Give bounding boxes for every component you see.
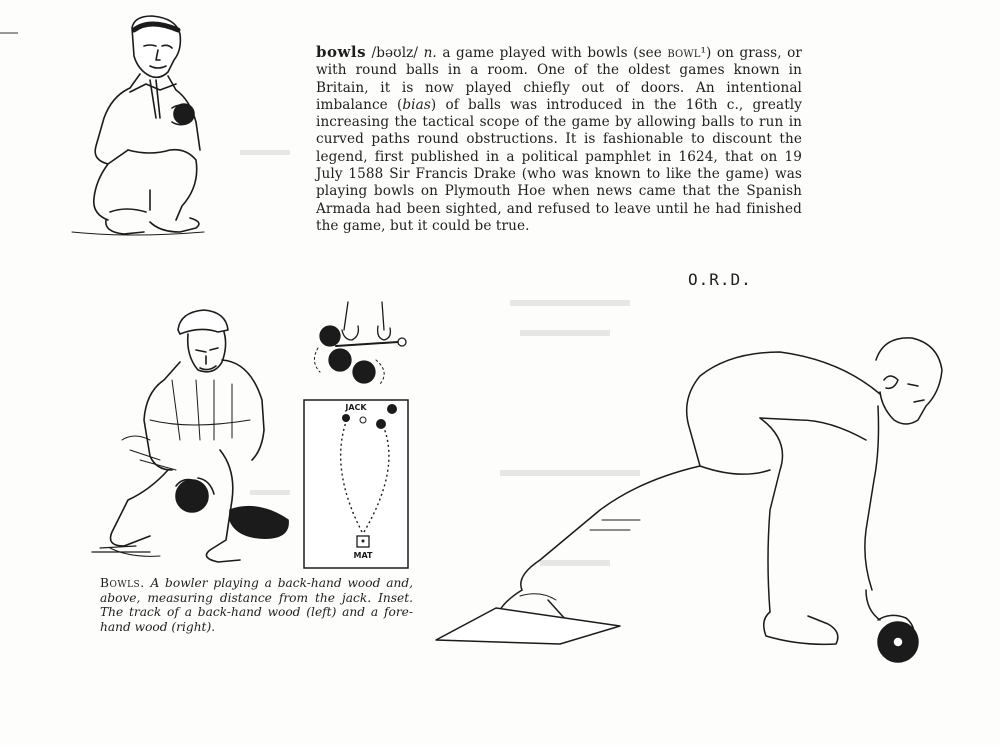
entry-headword: bowls <box>316 43 367 61</box>
entry-text: ) of balls was introduced in the 16th c., greatly increasing the tactical scope of the game by allowing balls to run in curved paths round obstructions. It is fashionable to discount the legend, first published in a political pamphlet in 1624, that on 19 July 1588 Sir Francis Drake (who was known to like the game) was playing bowls on Plymouth Hoe when news came that the Spanish Armada had been sighted, and refused to leave until he had finished the game, but it could be true. <box>316 96 803 234</box>
source-abbreviation: O.R.D. <box>688 270 752 289</box>
inset-bowl <box>387 404 397 414</box>
entry-bias-term: bias <box>402 96 431 113</box>
dictionary-entry <box>316 44 802 235</box>
inset-bowl <box>376 419 386 429</box>
crouching-bowler-illustration <box>72 16 204 235</box>
mat-label: MAT <box>353 551 373 560</box>
fore-hand-bowler-illustration <box>436 338 942 662</box>
caption-text: A bowler playing a back-hand wood and, above, measuring distance from the jack. Inset. The track of a back-hand wood (left) and a fore-hand wood (right). <box>100 576 413 634</box>
track-inset-diagram <box>304 400 408 568</box>
measuring-jack-illustration <box>314 302 406 384</box>
back-hand-bowler-illustration <box>92 310 288 562</box>
entry-text: a game played with bowls (see <box>442 45 668 61</box>
entry-pronunciation: /bəʊlz/ <box>371 45 419 61</box>
entry-part-of-speech: n. <box>423 45 437 61</box>
caption-heading: Bowls. <box>100 576 145 590</box>
entry-cross-reference[interactable]: bowl¹ <box>667 45 707 61</box>
inset-jack <box>360 417 366 423</box>
jack-label: JACK <box>345 403 367 412</box>
entry-text: ) on grass, or with round balls in a room. One of the oldest games known in Britain, it is now played chiefly out of doors. An intentional imbalance ( <box>316 45 803 113</box>
illustration-caption <box>100 576 413 634</box>
inset-bowl <box>342 414 350 422</box>
